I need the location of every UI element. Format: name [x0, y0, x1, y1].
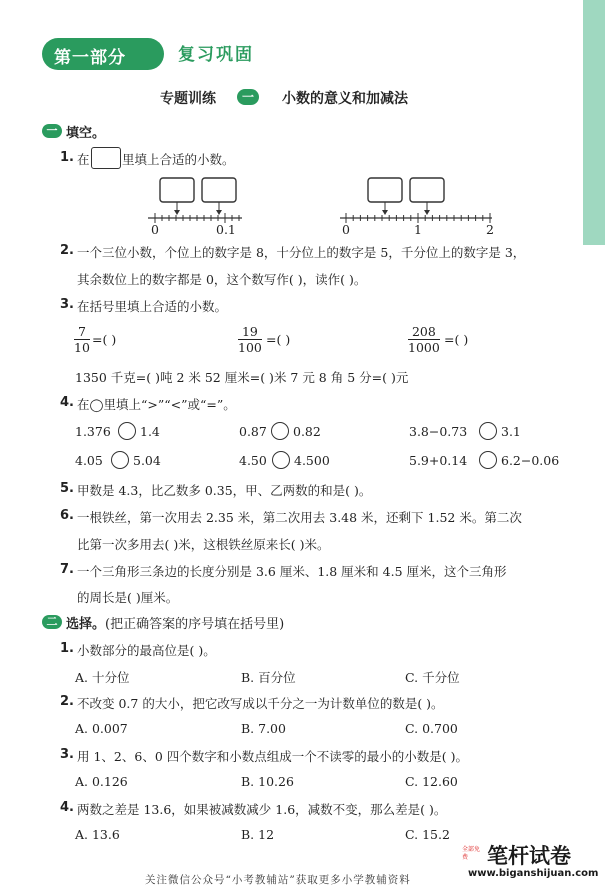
s2-q1-option-b[interactable]: B. 百分位 [241, 670, 296, 685]
section1-title: 填空。 [66, 126, 106, 141]
q6-line2: 比第一次多用去( )米，这根铁丝原来长( )米。 [77, 537, 330, 552]
q4-item5-left: 4.50 [239, 453, 267, 468]
s2-q1-option-a[interactable]: A. 十分位 [75, 670, 130, 685]
q3-text: 在括号里填上合适的小数。 [77, 299, 228, 314]
q3-fraction-3: $\frac{208}{1000}$ [408, 324, 440, 355]
q4-item5-compare-circle[interactable] [272, 451, 290, 469]
section2-title-row [66, 613, 284, 632]
q1-answer-box-1[interactable] [160, 178, 194, 202]
q1-text-a: 在 [77, 152, 90, 167]
q4-item2-right: 0.82 [293, 424, 321, 439]
q7-number: 7. [60, 562, 74, 577]
q4-item1-left: 1.376 [75, 424, 111, 439]
topic-title: 小数的意义和加减法 [282, 91, 408, 107]
s2-q1-option-c[interactable]: C. 千分位 [405, 670, 460, 685]
s2-q1-text: 小数部分的最高位是( )。 [77, 643, 216, 658]
q4-item3-left: 3.8−0.73 [409, 424, 468, 439]
topic-prefix: 专题训练 [160, 91, 216, 107]
q4-item6-compare-circle[interactable] [479, 451, 497, 469]
q4-item4-compare-circle[interactable] [111, 451, 129, 469]
part-banner [42, 38, 164, 70]
q2-line2: 其余数位上的数字都是 0，这个数写作( )，读作( )。 [77, 272, 367, 287]
s2-q4-number: 4. [60, 800, 74, 815]
q4-number: 4. [60, 395, 74, 410]
q3-number: 3. [60, 297, 74, 312]
q7-line2: 的周长是( )厘米。 [77, 590, 179, 605]
watermark-logo: 笔杆试卷 [487, 844, 571, 868]
s2-q3-number: 3. [60, 747, 74, 762]
q7-line1: 一个三角形三条边的长度分别是 3.6 厘米、1.8 厘米和 4.5 厘米，这个三角形 [77, 564, 507, 579]
q3-fraction-2-answer[interactable]: =( ) [266, 332, 291, 347]
section2-title: 选择。 [66, 617, 106, 632]
q3-unit-conversions[interactable]: 1350 千克=( )吨 2 米 52 厘米=( )米 7 元 8 角 5 分=( )元 [75, 370, 409, 385]
s2-q2-option-b[interactable]: B. 7.00 [241, 721, 286, 736]
q4-item4-left: 4.05 [75, 453, 103, 468]
q4-item5-right: 4.500 [294, 453, 330, 468]
axis2-label-2: 2 [486, 222, 494, 237]
q1-answer-box-3[interactable] [368, 178, 402, 202]
q3-fraction-1: $\frac{7}{10}$ [74, 324, 90, 355]
q3-fraction-3-answer[interactable]: =( ) [444, 332, 469, 347]
s2-q4-text: 两数之差是 13.6，如果被减数减少 1.6，减数不变，那么差是( )。 [77, 802, 447, 817]
s2-q2-number: 2. [60, 694, 74, 709]
s2-q3-text: 用 1、2、6、0 四个数字和小数点组成一个不读零的最小的小数是( )。 [77, 749, 468, 764]
q2-number: 2. [60, 243, 74, 258]
axis2-label-1: 1 [414, 222, 422, 237]
q6-number: 6. [60, 508, 74, 523]
q4-item4-right: 5.04 [133, 453, 161, 468]
s2-q2-option-a[interactable]: A. 0.007 [75, 721, 128, 736]
q5-number: 5. [60, 481, 74, 496]
q4-item2-left: 0.87 [239, 424, 267, 439]
q3-fraction-1-answer[interactable]: =( ) [92, 332, 117, 347]
s2-q2-option-c[interactable]: C. 0.700 [405, 721, 458, 736]
page-edge-tab [583, 0, 605, 245]
q3-fraction-2: $\frac{19}{100}$ [238, 324, 262, 355]
axis2-label-0: 0 [342, 222, 350, 237]
q4-item1-right: 1.4 [140, 424, 160, 439]
section1-badge: 一 [42, 124, 62, 138]
q1-number-lines [140, 174, 500, 234]
s2-q3-option-b[interactable]: B. 10.26 [241, 774, 294, 789]
watermark-url[interactable]: www.biganshijuan.com [468, 868, 599, 879]
s2-q3-option-a[interactable]: A. 0.126 [75, 774, 128, 789]
s2-q1-number: 1. [60, 641, 74, 656]
s2-q4-option-c[interactable]: C. 15.2 [405, 827, 450, 842]
q1-text-b: 里填上合适的小数。 [122, 152, 235, 167]
q4-item1-compare-circle[interactable] [118, 422, 136, 440]
q1-number: 1. [60, 150, 74, 165]
q2-line1: 一个三位小数，个位上的数字是 8，十分位上的数字是 5，千分位上的数字是 3， [77, 245, 526, 260]
q1-sample-box [91, 147, 121, 169]
axis1-label-0: 0 [151, 222, 159, 237]
s2-q3-option-c[interactable]: C. 12.60 [405, 774, 458, 789]
q4-item3-compare-circle[interactable] [479, 422, 497, 440]
s2-q4-option-a[interactable]: A. 13.6 [75, 827, 120, 842]
part-subtitle: 复习巩固 [178, 45, 254, 65]
s2-q4-option-b[interactable]: B. 12 [241, 827, 275, 842]
q5-text: 甲数是 4.3，比乙数多 0.35，甲、乙两数的和是( )。 [77, 483, 372, 498]
axis1-label-0.1: 0.1 [216, 222, 236, 237]
q6-line1: 一根铁丝，第一次用去 2.35 米，第二次用去 3.48 米，还剩下 1.52 米。第二次 [77, 510, 522, 525]
q4-item2-compare-circle[interactable] [271, 422, 289, 440]
s2-q2-text: 不改变 0.7 的大小，把它改写成以千分之一为计数单位的数是( )。 [77, 696, 444, 711]
q4-item3-right: 3.1 [501, 424, 521, 439]
section2-badge: 二 [42, 615, 62, 629]
q4-item6-right: 6.2−0.06 [501, 453, 560, 468]
q4-item6-left: 5.9+0.14 [409, 453, 468, 468]
topic-number-badge: 一 [237, 89, 259, 105]
q1-answer-box-2[interactable] [202, 178, 236, 202]
footer-note: 关注微信公众号“小考教辅站”获取更多小学教辅资料 [145, 874, 411, 886]
q1-answer-box-4[interactable] [410, 178, 444, 202]
part-label: 第一部分 [54, 48, 126, 68]
q4-text: 在◯里填上“>”“<”或“=”。 [77, 397, 236, 412]
watermark-tag: 全部免费 [462, 846, 481, 861]
section2-subtitle: (把正确答案的序号填在括号里) [105, 617, 285, 632]
